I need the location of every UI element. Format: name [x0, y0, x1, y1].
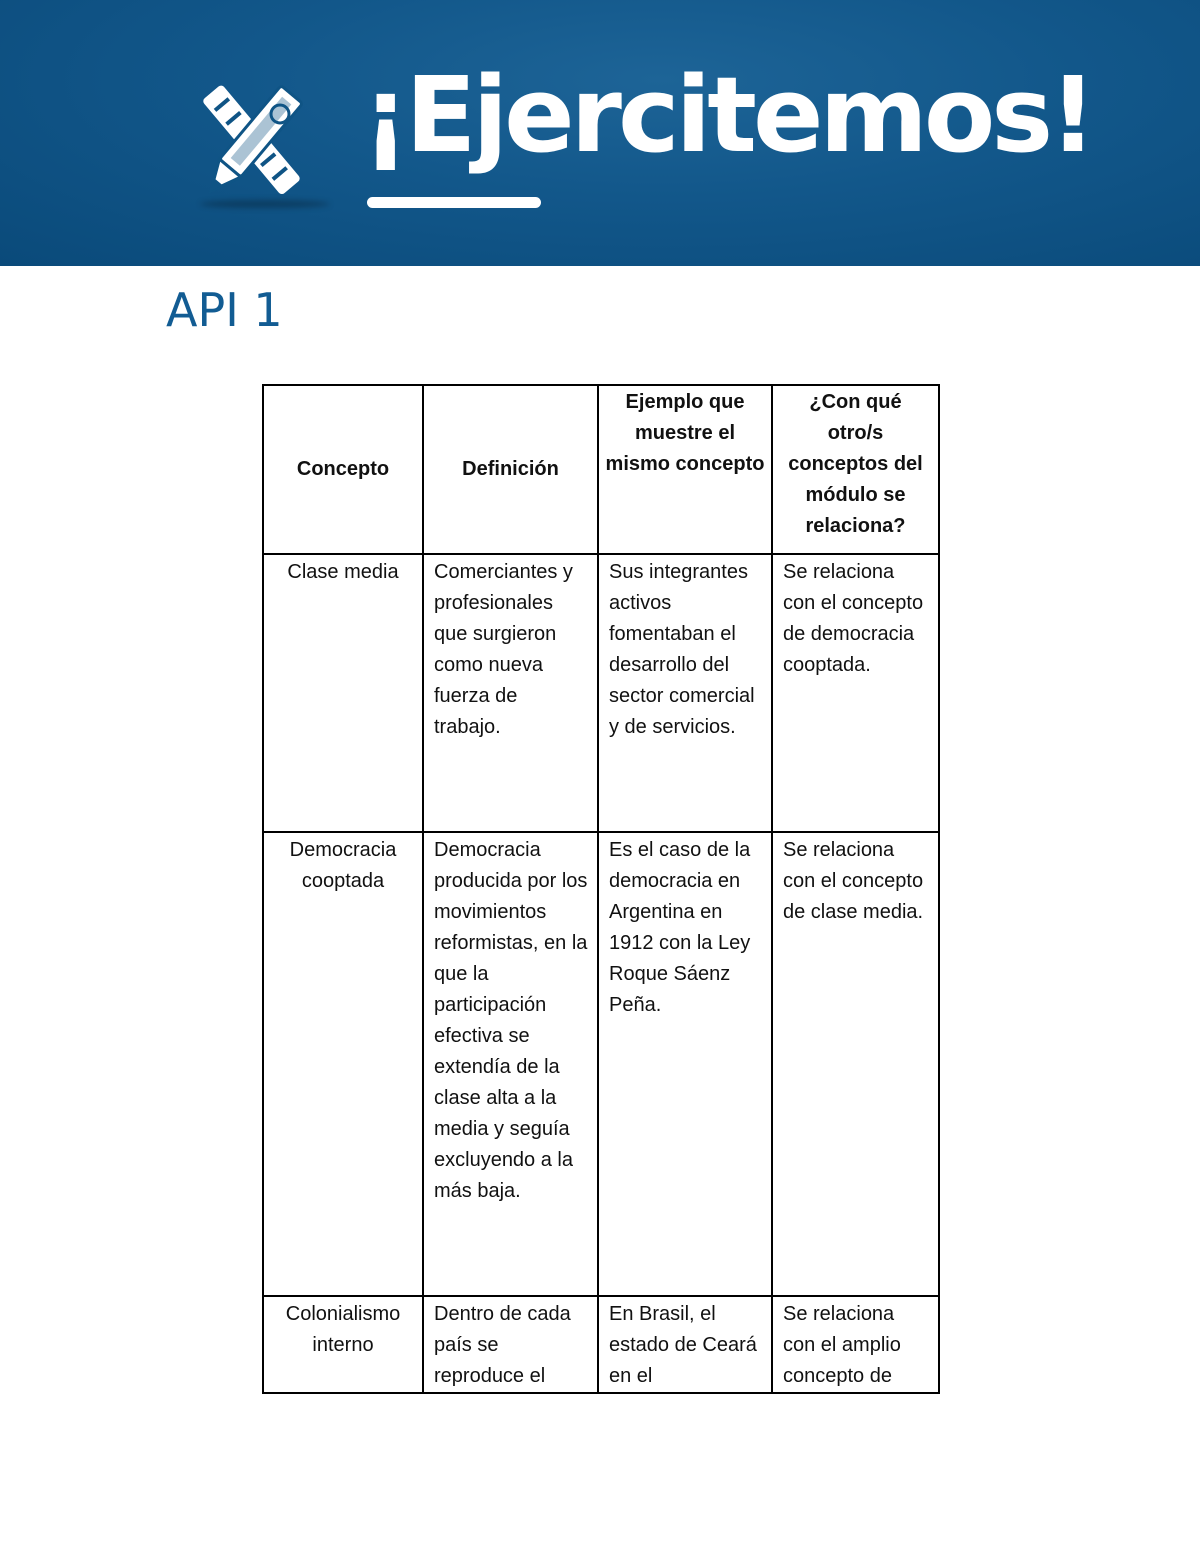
logo-shadow	[200, 200, 330, 208]
header-definicion: Definición	[423, 385, 598, 554]
cell-relacion: Se relaciona con el concepto de clase media.	[772, 832, 939, 1296]
cell-relacion: Se relaciona con el concepto de democracia cooptada.	[772, 554, 939, 832]
title-underline	[367, 197, 541, 208]
banner-title: ¡Ejercitemos!	[362, 54, 1093, 176]
page-heading: API 1	[166, 283, 283, 337]
cell-concepto: Clase media	[263, 554, 423, 832]
ruler-pencil-icon	[196, 84, 308, 200]
cell-definicion: Comerciantes y profesionales que surgieron como nueva fuerza de trabajo.	[423, 554, 598, 832]
cell-definicion: Democracia producida por los movimientos reformistas, en la que la participación efectiva se extendía de la clase alta a la media y seguía excluyendo a la más baja.	[423, 832, 598, 1296]
table-row	[263, 1296, 939, 1393]
header-ejemplo: Ejemplo que muestre el mismo concepto	[598, 385, 772, 554]
cell-ejemplo: Sus integrantes activos fomentaban el desarrollo del sector comercial y de servicios.	[598, 554, 772, 832]
cell-definicion: Dentro de cada país se reproduce el	[423, 1296, 598, 1393]
cell-relacion: Se relaciona con el amplio concepto de	[772, 1296, 939, 1393]
concept-table	[262, 384, 940, 1394]
header-banner	[0, 0, 1200, 266]
cell-concepto: Colonialismo interno	[263, 1296, 423, 1393]
cell-concepto: Democracia cooptada	[263, 832, 423, 1296]
table-row	[263, 554, 939, 832]
table-row	[263, 832, 939, 1296]
cell-ejemplo: Es el caso de la democracia en Argentina en 1912 con la Ley Roque Sáenz Peña.	[598, 832, 772, 1296]
cell-ejemplo: En Brasil, el estado de Ceará en el	[598, 1296, 772, 1393]
header-concepto: Concepto	[263, 385, 423, 554]
table-header-row	[263, 385, 939, 554]
header-relacion: ¿Con qué otro/s conceptos del módulo se relaciona?	[772, 385, 939, 554]
